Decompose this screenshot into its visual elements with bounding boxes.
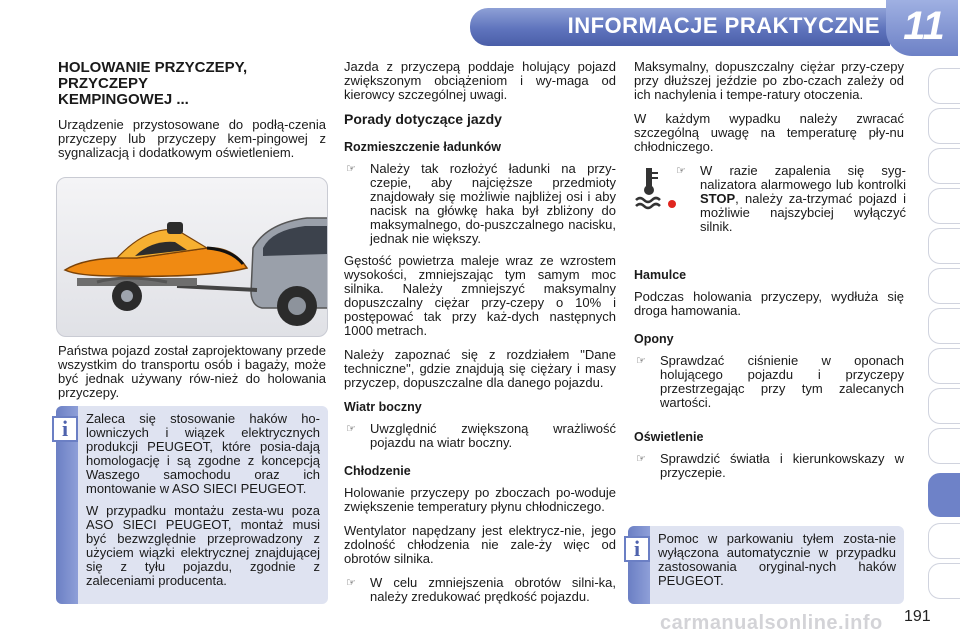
info-box-hitch bbox=[56, 406, 328, 604]
load-heading: Rozmieszczenie ładunków bbox=[344, 140, 501, 154]
bullet-text: W celu zmniejszenia obrotów silni-ka, należy zredukować prędkość pojazdu. bbox=[370, 575, 616, 604]
lighting-heading: Oświetlenie bbox=[634, 430, 704, 444]
chapter-tab-active[interactable] bbox=[928, 473, 960, 517]
info-paragraph: Pomoc w parkowaniu tyłem zosta-nie wyłączona automatycznie w przypadku zastosowania oryginal-nych haków PEUGEOT. bbox=[658, 531, 896, 588]
info-box-parking bbox=[628, 526, 904, 604]
towing-illustration bbox=[56, 177, 328, 337]
intro-paragraph: Jazda z przyczepą poddaje holujący pojazd zwiększonym obciążeniom i wy-maga od kierowcy szczególnej uwagi. bbox=[344, 59, 616, 102]
chapter-number: 11 bbox=[903, 4, 945, 48]
bullet-item bbox=[634, 452, 904, 480]
fan-paragraph: Wentylator napędzany jest elektrycz-nie, jego zdolność chłodzenia nie zale-ży więc od obrotów silnika. bbox=[344, 523, 616, 566]
chapter-tab[interactable] bbox=[928, 388, 960, 424]
bullet-text: Należy tak rozłożyć ładunki na przy-czepie, aby najcięższe przedmioty znajdowały się możliwie najbliżej osi i aby nacisk na główkę haka był zbliżony do maksymalnego, do-puszczalnego nacisku, jednak nie większy. bbox=[370, 161, 616, 246]
pointing-hand-icon: ☞ bbox=[346, 163, 356, 175]
coolant-temperature-warning-icon bbox=[634, 166, 678, 210]
pointing-hand-icon: ☞ bbox=[346, 577, 356, 589]
stop-label: STOP bbox=[700, 191, 736, 206]
bullet-text-end: , należy za-trzymać pojazd i możliwie najszybciej wyłączyć silnik. bbox=[700, 191, 906, 234]
bullet-text-start: W razie zapalenia się syg-nalizatora alarmowego lub kontrolki bbox=[700, 163, 906, 192]
pointing-hand-icon: ☞ bbox=[346, 423, 356, 435]
chapter-tab[interactable] bbox=[928, 428, 960, 464]
column-left-lower bbox=[58, 344, 326, 410]
column-right bbox=[634, 60, 904, 488]
chapter-tab[interactable] bbox=[928, 188, 960, 224]
info-box-text bbox=[86, 412, 320, 596]
pointing-hand-icon: ☞ bbox=[636, 355, 646, 367]
bullet-item bbox=[674, 164, 906, 234]
brakes-paragraph: Podczas holowania przyczepy, wydłuża się droga hamowania. bbox=[634, 289, 904, 318]
driving-tips-heading: Porady dotyczące jazdy bbox=[344, 111, 502, 127]
column-left bbox=[58, 60, 326, 170]
crosswind-heading: Wiatr boczny bbox=[344, 400, 422, 414]
chapter-tab[interactable] bbox=[928, 148, 960, 184]
chapter-tab[interactable] bbox=[928, 108, 960, 144]
section-title bbox=[58, 60, 326, 108]
bullet-item bbox=[634, 354, 904, 410]
chapter-tabs bbox=[928, 68, 960, 628]
altitude-paragraph: Gęstość powietrza maleje wraz ze wzrostem wysokości, zmniejszając tym samym moc silnika. Należy zmniejszyć maksymalny dopuszczalny ciężar przy-czepy o 10% i postępować tak przy każ-dych następnych 1000 metrach. bbox=[344, 253, 616, 338]
pointing-hand-icon: ☞ bbox=[636, 453, 646, 465]
column-middle bbox=[344, 60, 616, 612]
bullet-item bbox=[344, 162, 616, 246]
bullet-item bbox=[344, 422, 616, 450]
chapter-tab[interactable] bbox=[928, 68, 960, 104]
page-number: 191 bbox=[904, 608, 931, 625]
info-box-text bbox=[658, 532, 896, 596]
cooling-heading: Chłodzenie bbox=[344, 464, 411, 478]
page-header bbox=[0, 0, 960, 50]
brakes-heading: Hamulce bbox=[634, 268, 687, 282]
section-title-line: HOLOWANIE PRZYCZEPY, bbox=[58, 59, 248, 76]
chapter-tab[interactable] bbox=[928, 563, 960, 599]
chapter-tab[interactable] bbox=[928, 228, 960, 264]
coolant-paragraph: W każdym wypadku należy zwracać szczególną uwagę na temperaturę pły-nu chłodniczego. bbox=[634, 111, 904, 154]
bullet-text: Uwzględnić zwiększoną wrażliwość pojazdu na wiatr boczny. bbox=[370, 421, 616, 450]
technical-data-paragraph: Należy zapoznać się z rozdziałem "Dane techniczne", gdzie znajdują się ciężary i masy przyczep, dopuszczalne dla danego pojazdu. bbox=[344, 347, 616, 390]
chapter-tab[interactable] bbox=[928, 523, 960, 559]
section-title-line: KEMPINGOWEJ ... bbox=[58, 91, 189, 108]
info-paragraph: Zaleca się stosowanie haków ho-lowniczych i wiązek elektrycznych produkcji PEUGEOT, które posia-dają homologację i są zgodne z koncepcją Waszego samochodu oraz ich montowanie w ASO SIECI PEUGEOT. bbox=[86, 411, 320, 496]
car-towing-jetski-image bbox=[57, 178, 328, 337]
pointing-hand-icon: ☞ bbox=[676, 165, 686, 177]
info-icon: i bbox=[52, 416, 78, 442]
max-weight-paragraph: Maksymalny, dopuszczalny ciężar przy-czepy przy dłuższej jeździe po zbo-czach zależy od ich nachylenia i tempe-ratury otoczenia. bbox=[634, 59, 904, 102]
info-paragraph: W przypadku montażu zesta-wu poza ASO SIECI PEUGEOT, montaż musi być bezwzględnie przeprowadzony z użyciem wiązki elektrycznej znajdującej się z tyłu pojazdu, zgodnie z zaleceniami producenta. bbox=[86, 503, 320, 588]
info-icon: i bbox=[624, 536, 650, 562]
section-title-line: PRZYCZEPY bbox=[58, 75, 149, 92]
intro-paragraph: Urządzenie przystosowane do podłą-czenia przyczepy lub przyczepy kem-pingowej z sygnalizacją i dodatkowym oświetleniem. bbox=[58, 117, 326, 160]
towing-purpose-paragraph: Państwa pojazd został zaprojektowany przede wszystkim do transportu osób i bagaży, może być jednak używany rów-nież do holowania przyczepy. bbox=[58, 343, 326, 400]
watermark: carmanualsonline.info bbox=[660, 612, 883, 634]
bullet-text: Sprawdzać ciśnienie w oponach holującego pojazdu i przyczepy przestrzegając przy tym zalecanych wartości. bbox=[660, 353, 904, 410]
chapter-tab[interactable] bbox=[928, 348, 960, 384]
tyres-heading: Opony bbox=[634, 332, 674, 346]
warning-block bbox=[634, 164, 904, 254]
chapter-tab[interactable] bbox=[928, 268, 960, 304]
bullet-item bbox=[344, 576, 616, 604]
bullet-text: Sprawdzić światła i kierunkowskazy w przyczepie. bbox=[660, 451, 904, 480]
chapter-tab[interactable] bbox=[928, 308, 960, 344]
cooling-paragraph: Holowanie przyczepy po zboczach po-woduje zwiększenie temperatury płynu chłodniczego. bbox=[344, 485, 616, 514]
chapter-title: INFORMACJE PRAKTYCZNE bbox=[567, 13, 880, 38]
